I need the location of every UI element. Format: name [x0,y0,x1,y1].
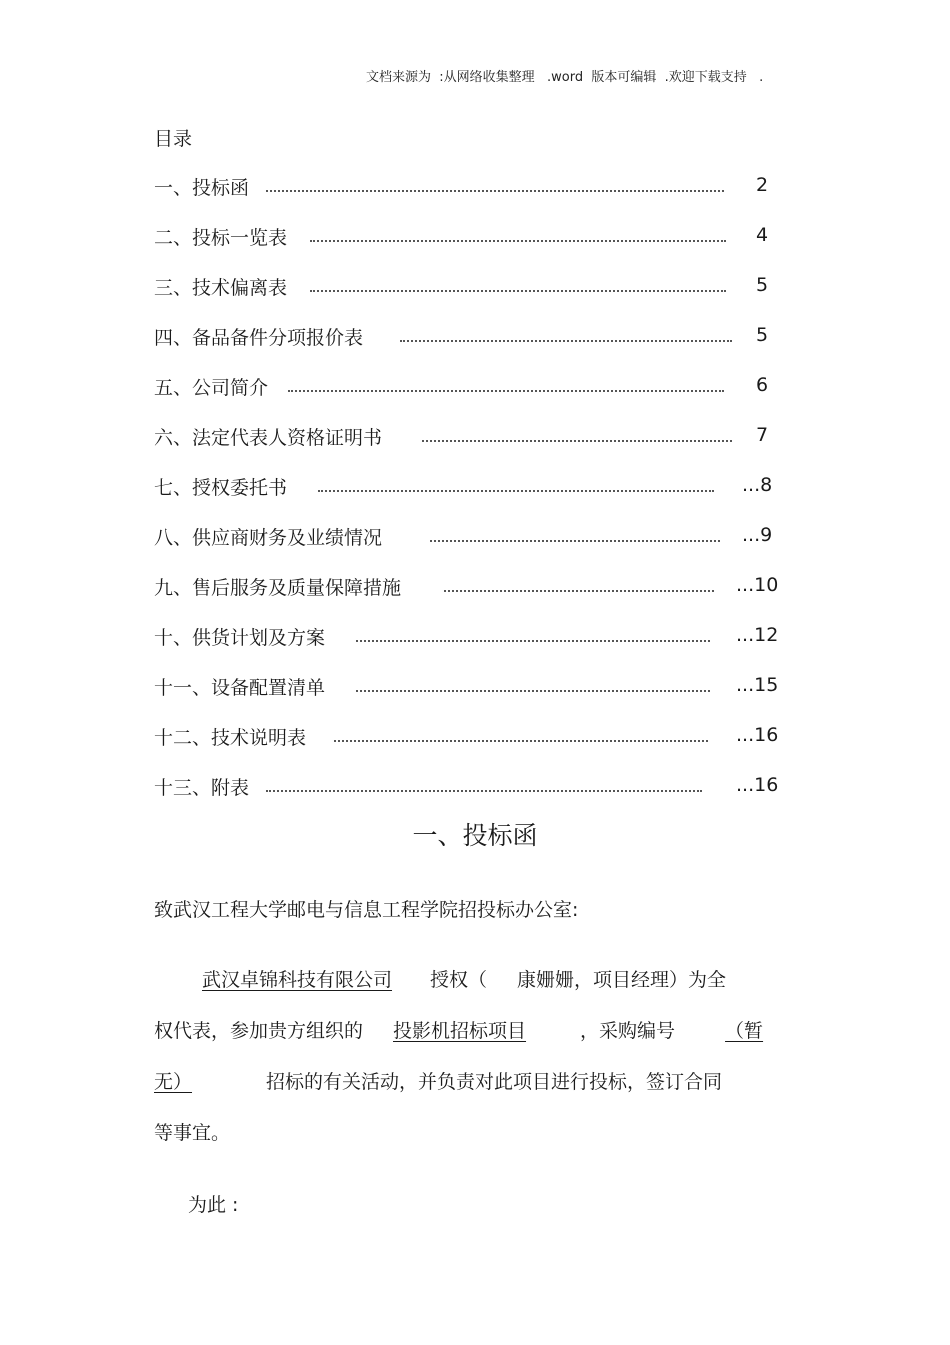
addressee-line: 致武汉工程大学邮电与信息工程学院招投标办公室: [154,899,579,921]
toc-item-page: 5 [756,324,769,346]
toc-leader-dots [356,626,710,642]
body-line-3 [154,1067,722,1094]
toc-item-label: 五、公司简介 [154,377,269,399]
header-note: 文档来源为 :从网络收集整理 .word 版本可编辑 .欢迎下载支持 . [366,70,764,85]
toc-item [154,170,794,220]
toc-leader-dots [310,226,726,242]
toc-item-page: ...8 [742,474,773,496]
toc-item [154,670,794,720]
toc-item-label: 十三、附表 [154,777,250,799]
toc-leader-dots [288,376,724,392]
body-line-4: 等事宜。 [154,1122,231,1144]
toc-leader-dots [318,476,714,492]
toc-item [154,320,794,370]
toc-item-page: 2 [756,174,769,196]
toc-item [154,770,794,820]
line2-text: 权代表，参加贵方组织的 [154,1020,364,1042]
company-name: 武汉卓锦科技有限公司 [202,969,393,991]
toc-item-label: 六、法定代表人资格证明书 [154,427,383,449]
table-of-contents [154,170,794,820]
toc-item [154,370,794,420]
toc-item-label: 十、供货计划及方案 [154,627,326,649]
line3-text: 招标的有关活动，并负责对此项目进行投标，签订合同 [266,1071,723,1093]
toc-leader-dots [422,426,732,442]
toc-item [154,220,794,270]
toc-item-page: ...15 [736,674,779,696]
toc-item [154,520,794,570]
procurement-code-start: （暂 [725,1020,764,1042]
toc-item-label: 三、技术偏离表 [154,277,288,299]
toc-leader-dots [400,326,732,342]
toc-item-page: ...16 [736,724,779,746]
toc-item [154,470,794,520]
toc-leader-dots [430,526,720,542]
toc-item [154,420,794,470]
closing-line: 为此 : [188,1194,239,1216]
toc-item-label: 十二、技术说明表 [154,727,307,749]
toc-leader-dots [356,676,710,692]
toc-item [154,270,794,320]
procurement-code-end: 无） [154,1071,193,1093]
procurement-label: ，采购编号 [580,1020,676,1042]
toc-item-page: 7 [756,424,769,446]
body-line-2 [154,1016,763,1043]
authorized-person: 康姗姗，项目经理）为全 [517,969,727,991]
toc-item-page: ...9 [742,524,773,546]
body-line-1 [154,965,726,992]
toc-item [154,720,794,770]
toc-item-label: 二、投标一览表 [154,227,288,249]
toc-leader-dots [266,776,702,792]
toc-title: 目录 [154,128,193,150]
section-heading: 一、投标函 [412,821,538,850]
toc-item [154,570,794,620]
toc-leader-dots [444,576,714,592]
toc-item-page: ...10 [736,574,779,596]
toc-item-label: 四、备品备件分项报价表 [154,327,364,349]
toc-item-page: 5 [756,274,769,296]
toc-item [154,620,794,670]
toc-item-label: 八、供应商财务及业绩情况 [154,527,383,549]
toc-leader-dots [266,176,724,192]
toc-item-label: 九、售后服务及质量保障措施 [154,577,402,599]
toc-item-page: ...12 [736,624,779,646]
project-name: 投影机招标项目 [393,1020,527,1042]
authorize-text: 授权（ [430,969,488,991]
toc-item-page: 6 [756,374,769,396]
toc-item-label: 七、授权委托书 [154,477,288,499]
toc-item-page: ...16 [736,774,779,796]
toc-leader-dots [334,726,708,742]
toc-item-label: 十一、设备配置清单 [154,677,326,699]
toc-item-page: 4 [756,224,769,246]
toc-item-label: 一、投标函 [154,177,250,199]
toc-leader-dots [310,276,726,292]
